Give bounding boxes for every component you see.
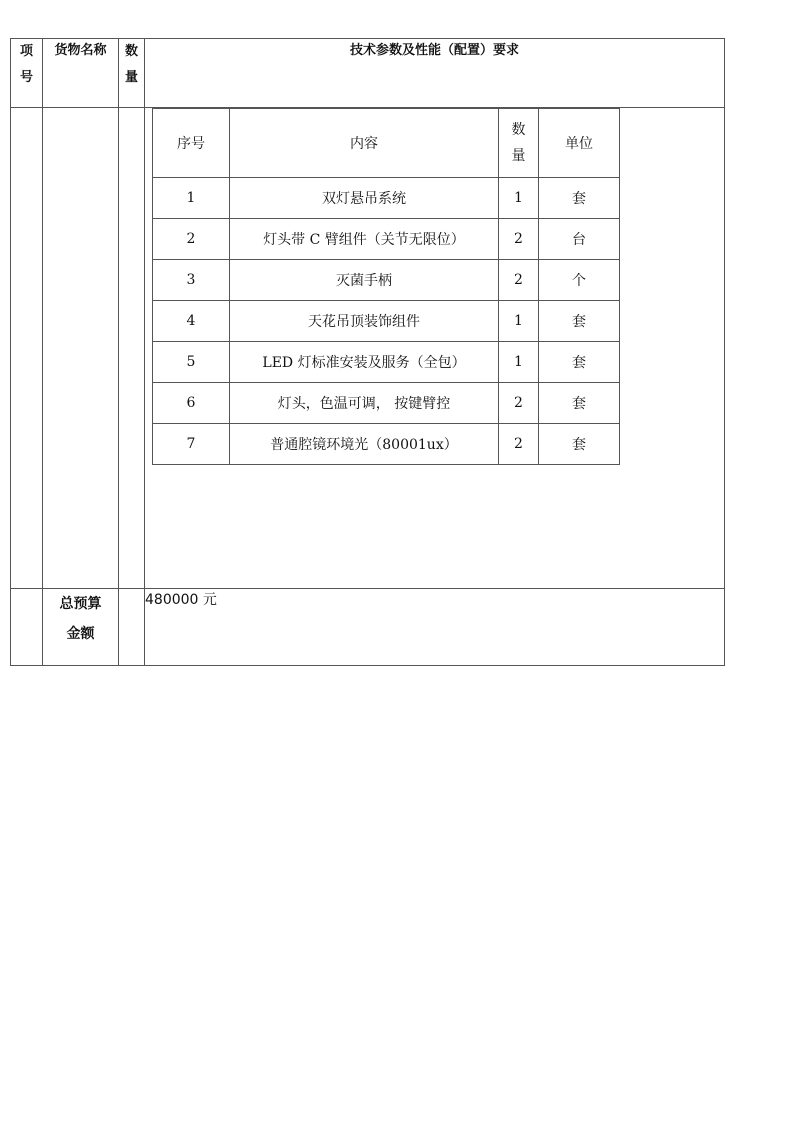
config-cell-seq: 3 — [153, 260, 230, 301]
config-cell-qty: 1 — [499, 301, 539, 342]
config-row — [153, 342, 620, 383]
content-quantity-cell — [119, 108, 145, 589]
config-cell-seq: 2 — [153, 219, 230, 260]
config-cell-content: 灯头，色温可调， 按键臂控 — [230, 383, 499, 424]
config-cell-unit: 套 — [539, 383, 620, 424]
config-cell-unit: 台 — [539, 219, 620, 260]
config-header-seq: 序号 — [153, 109, 230, 178]
config-table — [152, 108, 620, 465]
content-goods-name-cell — [43, 108, 119, 589]
tech-requirements-cell — [145, 108, 725, 589]
config-cell-content: 普通腔镜环境光（80001ux） — [230, 424, 499, 465]
config-header-qty — [499, 109, 539, 178]
header-row — [11, 39, 725, 108]
budget-label — [43, 589, 119, 666]
config-cell-content: LED 灯标准安装及服务（全包） — [230, 342, 499, 383]
config-row — [153, 383, 620, 424]
budget-row — [11, 589, 725, 666]
config-cell-qty: 2 — [499, 260, 539, 301]
config-cell-qty: 2 — [499, 219, 539, 260]
config-cell-unit: 套 — [539, 301, 620, 342]
header-tech-requirements: 技术参数及性能（配置）要求 — [145, 39, 725, 108]
config-cell-seq: 5 — [153, 342, 230, 383]
content-item-no-cell — [11, 108, 43, 589]
header-item-no — [11, 39, 43, 108]
config-header-unit: 单位 — [539, 109, 620, 178]
config-cell-seq: 1 — [153, 178, 230, 219]
budget-label-line2: 金额 — [66, 626, 95, 642]
config-cell-qty: 1 — [499, 342, 539, 383]
procurement-table — [10, 38, 725, 666]
budget-item-no-cell — [11, 589, 43, 666]
config-row — [153, 424, 620, 465]
config-cell-seq: 7 — [153, 424, 230, 465]
config-row — [153, 260, 620, 301]
config-row — [153, 219, 620, 260]
config-cell-content: 双灯悬吊系统 — [230, 178, 499, 219]
header-quantity — [119, 39, 145, 108]
header-quantity-line1: 数 — [124, 44, 138, 59]
header-item-no-line2: 号 — [19, 70, 33, 85]
header-goods-name: 货物名称 — [43, 39, 119, 108]
budget-value: 480000 元 — [145, 589, 725, 666]
config-cell-qty: 1 — [499, 178, 539, 219]
header-item-no-line1: 项 — [19, 44, 33, 59]
config-header-qty-line1: 数 — [511, 122, 526, 138]
config-cell-unit: 套 — [539, 424, 620, 465]
config-header-row — [153, 109, 620, 178]
config-cell-unit: 套 — [539, 342, 620, 383]
config-cell-content: 天花吊顶装饰组件 — [230, 301, 499, 342]
header-quantity-line2: 量 — [124, 70, 138, 85]
config-cell-qty: 2 — [499, 383, 539, 424]
content-row — [11, 108, 725, 589]
config-cell-content: 灭菌手柄 — [230, 260, 499, 301]
config-cell-seq: 6 — [153, 383, 230, 424]
config-cell-content: 灯头带 C 臂组件（关节无限位） — [230, 219, 499, 260]
budget-quantity-cell — [119, 589, 145, 666]
config-cell-qty: 2 — [499, 424, 539, 465]
config-row — [153, 178, 620, 219]
config-cell-unit: 套 — [539, 178, 620, 219]
config-cell-unit: 个 — [539, 260, 620, 301]
config-header-content: 内容 — [230, 109, 499, 178]
config-row — [153, 301, 620, 342]
config-cell-seq: 4 — [153, 301, 230, 342]
config-header-qty-line2: 量 — [511, 148, 526, 164]
budget-label-line1: 总预算 — [59, 596, 102, 612]
